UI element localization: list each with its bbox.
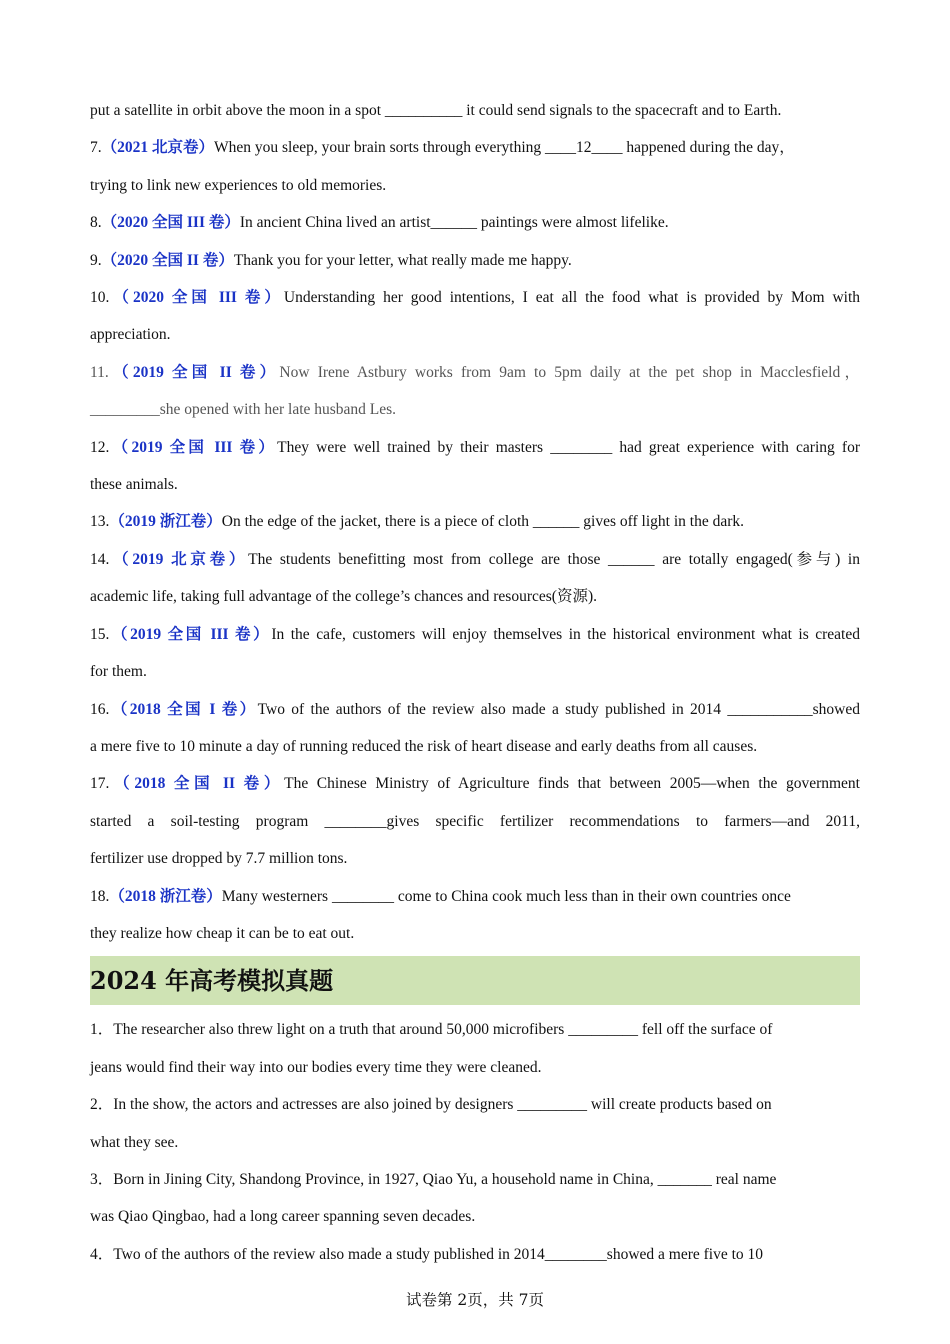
question-number: 12. (90, 438, 110, 456)
question-number: 8. (90, 214, 102, 232)
question-number: 10. (90, 289, 110, 307)
question-number: 2． (90, 1096, 114, 1114)
question-number: 13. (90, 513, 110, 531)
question-text: In ancient China lived an artist______ paintings were almost lifelike. (239, 214, 669, 232)
question-number: 4． (90, 1245, 114, 1263)
question-text: Now Irene Astbury works from 9am to 5pm daily at the pet shop in Macclesfield， (279, 363, 860, 381)
question-14 (90, 541, 860, 578)
question-number: 11. (90, 363, 109, 381)
question-17 (90, 765, 860, 802)
question-15-line2: for them. (90, 663, 147, 681)
question-7 (90, 129, 860, 166)
question-text: Thank you for your letter, what really made me happy. (233, 251, 572, 269)
question-text: The students benefitting most from college are those ______ are totally engaged(参与) in (248, 550, 860, 568)
question-number: 14. (90, 550, 110, 568)
section-heading: 2024 年高考模拟真题 (90, 956, 860, 1005)
exam-source-tag: （2020 全国 III 卷） (109, 289, 284, 307)
question-7-line2: trying to link new experiences to old memories. (90, 176, 387, 194)
question-6-continuation (90, 92, 860, 129)
question-10-line2: appreciation. (90, 326, 171, 344)
question-number: 16. (90, 700, 110, 718)
question-12-line2: these animals. (90, 476, 178, 494)
exam-source-tag: （2018 全国 I 卷） (109, 700, 258, 718)
answer-blank: __________ (384, 102, 463, 119)
page-footer: 试卷第 2页，共 7页 (405, 1291, 545, 1309)
question-text: put a satellite in orbit above the moon in a spot (90, 102, 385, 119)
question-text: Many westerners ________ come to China cook much less than in their own countries once (221, 887, 791, 905)
question-text: The Chinese Ministry of Agriculture finds that between 2005—when the government (284, 775, 860, 793)
exam-source-tag: （2021 北京卷） (101, 139, 215, 157)
question-text: happened during the day， (622, 139, 795, 157)
question-number: 7. (90, 139, 102, 157)
mock-question-3 (90, 1161, 860, 1198)
question-9 (90, 242, 860, 279)
exam-source-tag: （2019 全国 II 卷） (108, 363, 280, 381)
question-number: 3． (90, 1170, 114, 1188)
mock-question-1-line2: jeans would find their way into our bodies every time they were cleaned. (90, 1058, 542, 1076)
question-17-line3: fertilizer use dropped by 7.7 million tons. (90, 850, 348, 868)
mock-question-4 (90, 1236, 860, 1273)
mock-question-2-line2: what they see. (90, 1133, 179, 1151)
exam-source-tag: （2020 全国 III 卷） (101, 214, 240, 232)
question-10 (90, 279, 860, 316)
exam-source-tag: （2019 全国 III 卷） (109, 438, 278, 456)
question-text: When you sleep, your brain sorts through everything (214, 139, 546, 157)
mock-question-1 (90, 1011, 860, 1048)
question-text: They were well trained by their masters ________ had great experience with caring for (277, 438, 860, 456)
exam-source-tag: （2018 浙江卷） (109, 887, 222, 905)
question-8 (90, 204, 860, 241)
mock-question-2 (90, 1086, 860, 1123)
exam-source-tag: （2019 北京卷） (109, 550, 249, 568)
question-text: Two of the authors of the review also made a study published in 2014 ___________showed (257, 700, 860, 718)
question-text: In the cafe, customers will enjoy themselves in the historical environment what is created (271, 625, 860, 643)
question-18 (90, 878, 860, 915)
question-11 (90, 354, 860, 391)
question-number: 17. (90, 775, 110, 793)
question-11-line2: _________she opened with her late husband Les. (90, 401, 397, 419)
question-number: 9. (90, 251, 102, 269)
question-text: it could send signals to the spacecraft and to Earth. (462, 102, 782, 119)
exam-source-tag: （2019 全国 III 卷） (109, 625, 272, 643)
question-15 (90, 616, 860, 653)
question-13 (90, 503, 860, 540)
exam-source-tag: （2020 全国 II 卷） (101, 251, 234, 269)
question-text: The researcher also threw light on a truth that around 50,000 microfibers _________ fell off the surface of (113, 1021, 773, 1039)
question-17-line2: started a soil-testing program ________gives specific fertilizer recommendations to farmers—and 2011, (90, 812, 860, 830)
question-16 (90, 691, 860, 728)
question-text: Understanding her good intentions, I eat all the food what is provided by Mom with (283, 289, 860, 307)
question-text: Born in Jining City, Shandong Province, in 1927, Qiao Yu, a household name in China, _______ real name (113, 1170, 777, 1188)
question-text: In the show, the actors and actresses are also joined by designers _________ will create products based on (113, 1096, 772, 1114)
exam-source-tag: （2019 浙江卷） (109, 513, 222, 531)
question-16-line2: a mere five to 10 minute a day of running reduced the risk of heart disease and early deaths from all causes. (90, 737, 758, 755)
exam-source-tag: （2018 全国 II 卷） (109, 775, 285, 793)
question-12 (90, 429, 860, 466)
mock-question-3-line2: was Qiao Qingbao, had a long career spanning seven decades. (90, 1208, 476, 1226)
question-text: Two of the authors of the review also made a study published in 2014________showed a mere five to 10 (113, 1245, 764, 1263)
document-page (90, 92, 860, 1273)
question-number: 15. (90, 625, 110, 643)
question-number: 1． (90, 1021, 114, 1039)
question-18-line2: they realize how cheap it can be to eat out. (90, 924, 355, 942)
question-14-line2: academic life, taking full advantage of the college’s chances and resources(资源). (90, 588, 597, 606)
question-text: On the edge of the jacket, there is a piece of cloth ______ gives off light in the dark. (221, 513, 745, 531)
answer-blank: ____12____ (545, 139, 623, 157)
question-number: 18. (90, 887, 110, 905)
